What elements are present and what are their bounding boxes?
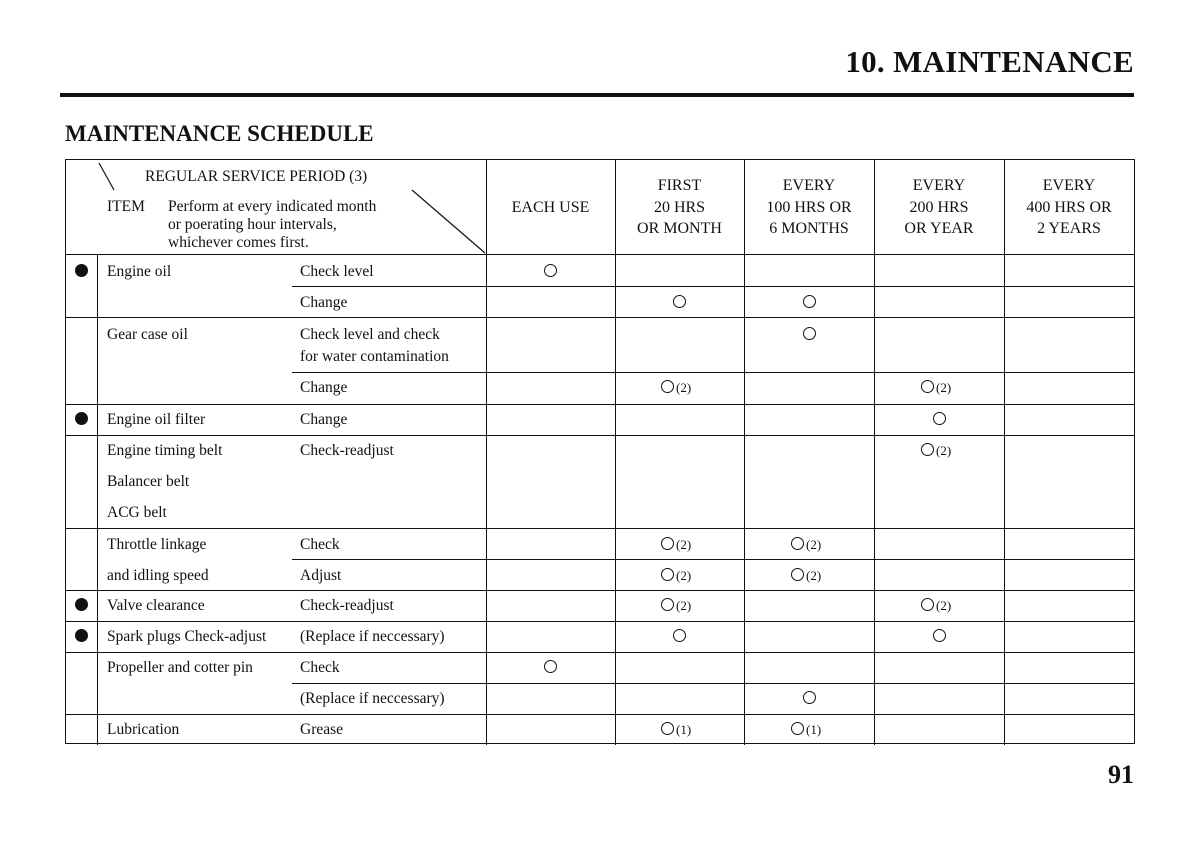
action-check: Check: [300, 659, 340, 676]
subrow-line: [292, 559, 1134, 560]
schedule-mark: [791, 722, 804, 735]
col-header-first-20hrs: FIRST 20 HRS OR MONTH: [637, 177, 722, 237]
item-spark-plugs: Spark plugs Check-adjust: [107, 628, 267, 645]
action-change: Change: [300, 294, 348, 311]
action-adjust: Adjust: [300, 567, 342, 584]
action-check-readjust: Check-readjust: [300, 597, 394, 614]
action-check: Check: [300, 536, 340, 553]
footnote-ref: (2): [806, 568, 822, 583]
schedule-mark: [544, 660, 557, 673]
schedule-mark: [933, 412, 946, 425]
subrow-line: [292, 372, 1134, 373]
instruction-line1: Perform at every indicated month: [168, 198, 377, 215]
action-replace-if-necessary: (Replace if neccessary): [300, 690, 445, 707]
item-label: ITEM: [107, 198, 145, 215]
maintenance-schedule-table: [65, 159, 1135, 744]
item-acg-belt: ACG belt: [107, 504, 167, 521]
footnote-ref: (2): [936, 380, 952, 395]
action-replace-if-necessary: (Replace if neccessary): [300, 628, 445, 645]
item-engine-oil-filter: Engine oil filter: [107, 411, 206, 428]
page-number: 91: [1108, 760, 1134, 789]
action-check-level-water: Check level and check: [300, 326, 440, 343]
emission-bullet: [75, 264, 88, 277]
footnote-ref: (2): [676, 537, 692, 552]
item-gear-case-oil: Gear case oil: [107, 326, 188, 343]
subrow-line: [292, 286, 1134, 287]
schedule-mark: [791, 537, 804, 550]
schedule-mark: [661, 568, 674, 581]
schedule-mark: [803, 295, 816, 308]
row-line: [66, 621, 1134, 622]
footnote-ref: (2): [676, 598, 692, 613]
col-header-100hrs: EVERY 100 HRS OR 6 MONTHS: [766, 177, 852, 237]
header-rule: [60, 93, 1134, 97]
action-grease: Grease: [300, 721, 344, 738]
chapter-title: 10. MAINTENANCE: [845, 44, 1134, 79]
schedule-mark: [544, 264, 557, 277]
row-line: [66, 317, 1134, 318]
schedule-mark: [673, 629, 686, 642]
item-lubrication: Lubrication: [107, 721, 180, 738]
regular-service-period-label: REGULAR SERVICE PERIOD (3): [145, 168, 368, 185]
emission-bullet: [75, 598, 88, 611]
action-check-level: Check level: [300, 263, 374, 280]
col-line-200: [874, 160, 875, 745]
row-line: [66, 714, 1134, 715]
schedule-mark: [921, 380, 934, 393]
schedule-mark: [661, 537, 674, 550]
item-valve-clearance: Valve clearance: [107, 597, 205, 614]
col-line-400: [1004, 160, 1005, 745]
col-line-100: [744, 160, 745, 745]
row-line: [66, 254, 1134, 255]
item-engine-timing-belt: Engine timing belt: [107, 442, 223, 459]
emission-bullet: [75, 629, 88, 642]
schedule-mark: [661, 722, 674, 735]
schedule-mark: [791, 568, 804, 581]
footnote-ref: (2): [936, 443, 952, 458]
footnote-ref: (2): [936, 598, 952, 613]
col-line-eachuse: [486, 160, 487, 745]
col-header-200hrs: EVERY 200 HRS OR YEAR: [904, 177, 974, 237]
schedule-mark: [933, 629, 946, 642]
item-propeller-cotter-pin: Propeller and cotter pin: [107, 659, 253, 676]
action-change: Change: [300, 411, 348, 428]
row-line: [66, 652, 1134, 653]
footnote-ref: (2): [676, 568, 692, 583]
col-header-400hrs: EVERY 400 HRS OR 2 YEARS: [1026, 177, 1112, 237]
instruction-line3: whichever comes first.: [168, 234, 309, 251]
item-engine-oil: Engine oil: [107, 263, 172, 280]
schedule-mark: [803, 691, 816, 704]
item-idling-speed: and idling speed: [107, 567, 209, 584]
action-check-readjust: Check-readjust: [300, 442, 394, 459]
footnote-ref: (1): [806, 722, 822, 737]
footnote-ref: (2): [806, 537, 822, 552]
instruction-line2: or poerating hour intervals,: [168, 216, 337, 233]
col-header-each-use: EACH USE: [511, 199, 590, 216]
footnote-ref: (2): [676, 380, 692, 395]
action-check-level-water-2: for water contamination: [300, 348, 449, 365]
col-line-item: [97, 254, 98, 745]
footnote-ref: (1): [676, 722, 692, 737]
schedule-mark: [921, 598, 934, 611]
section-title: MAINTENANCE SCHEDULE: [65, 121, 374, 146]
row-line: [66, 435, 1134, 436]
schedule-mark: [661, 598, 674, 611]
row-line: [66, 528, 1134, 529]
row-line: [66, 404, 1134, 405]
col-line-first: [615, 160, 616, 745]
schedule-mark: [673, 295, 686, 308]
schedule-mark: [921, 443, 934, 456]
item-throttle-linkage: Throttle linkage: [107, 536, 207, 553]
row-line: [66, 590, 1134, 591]
schedule-mark: [803, 327, 816, 340]
schedule-mark: [661, 380, 674, 393]
action-change: Change: [300, 379, 348, 396]
subrow-line: [292, 683, 1134, 684]
item-balancer-belt: Balancer belt: [107, 473, 190, 490]
emission-bullet: [75, 412, 88, 425]
